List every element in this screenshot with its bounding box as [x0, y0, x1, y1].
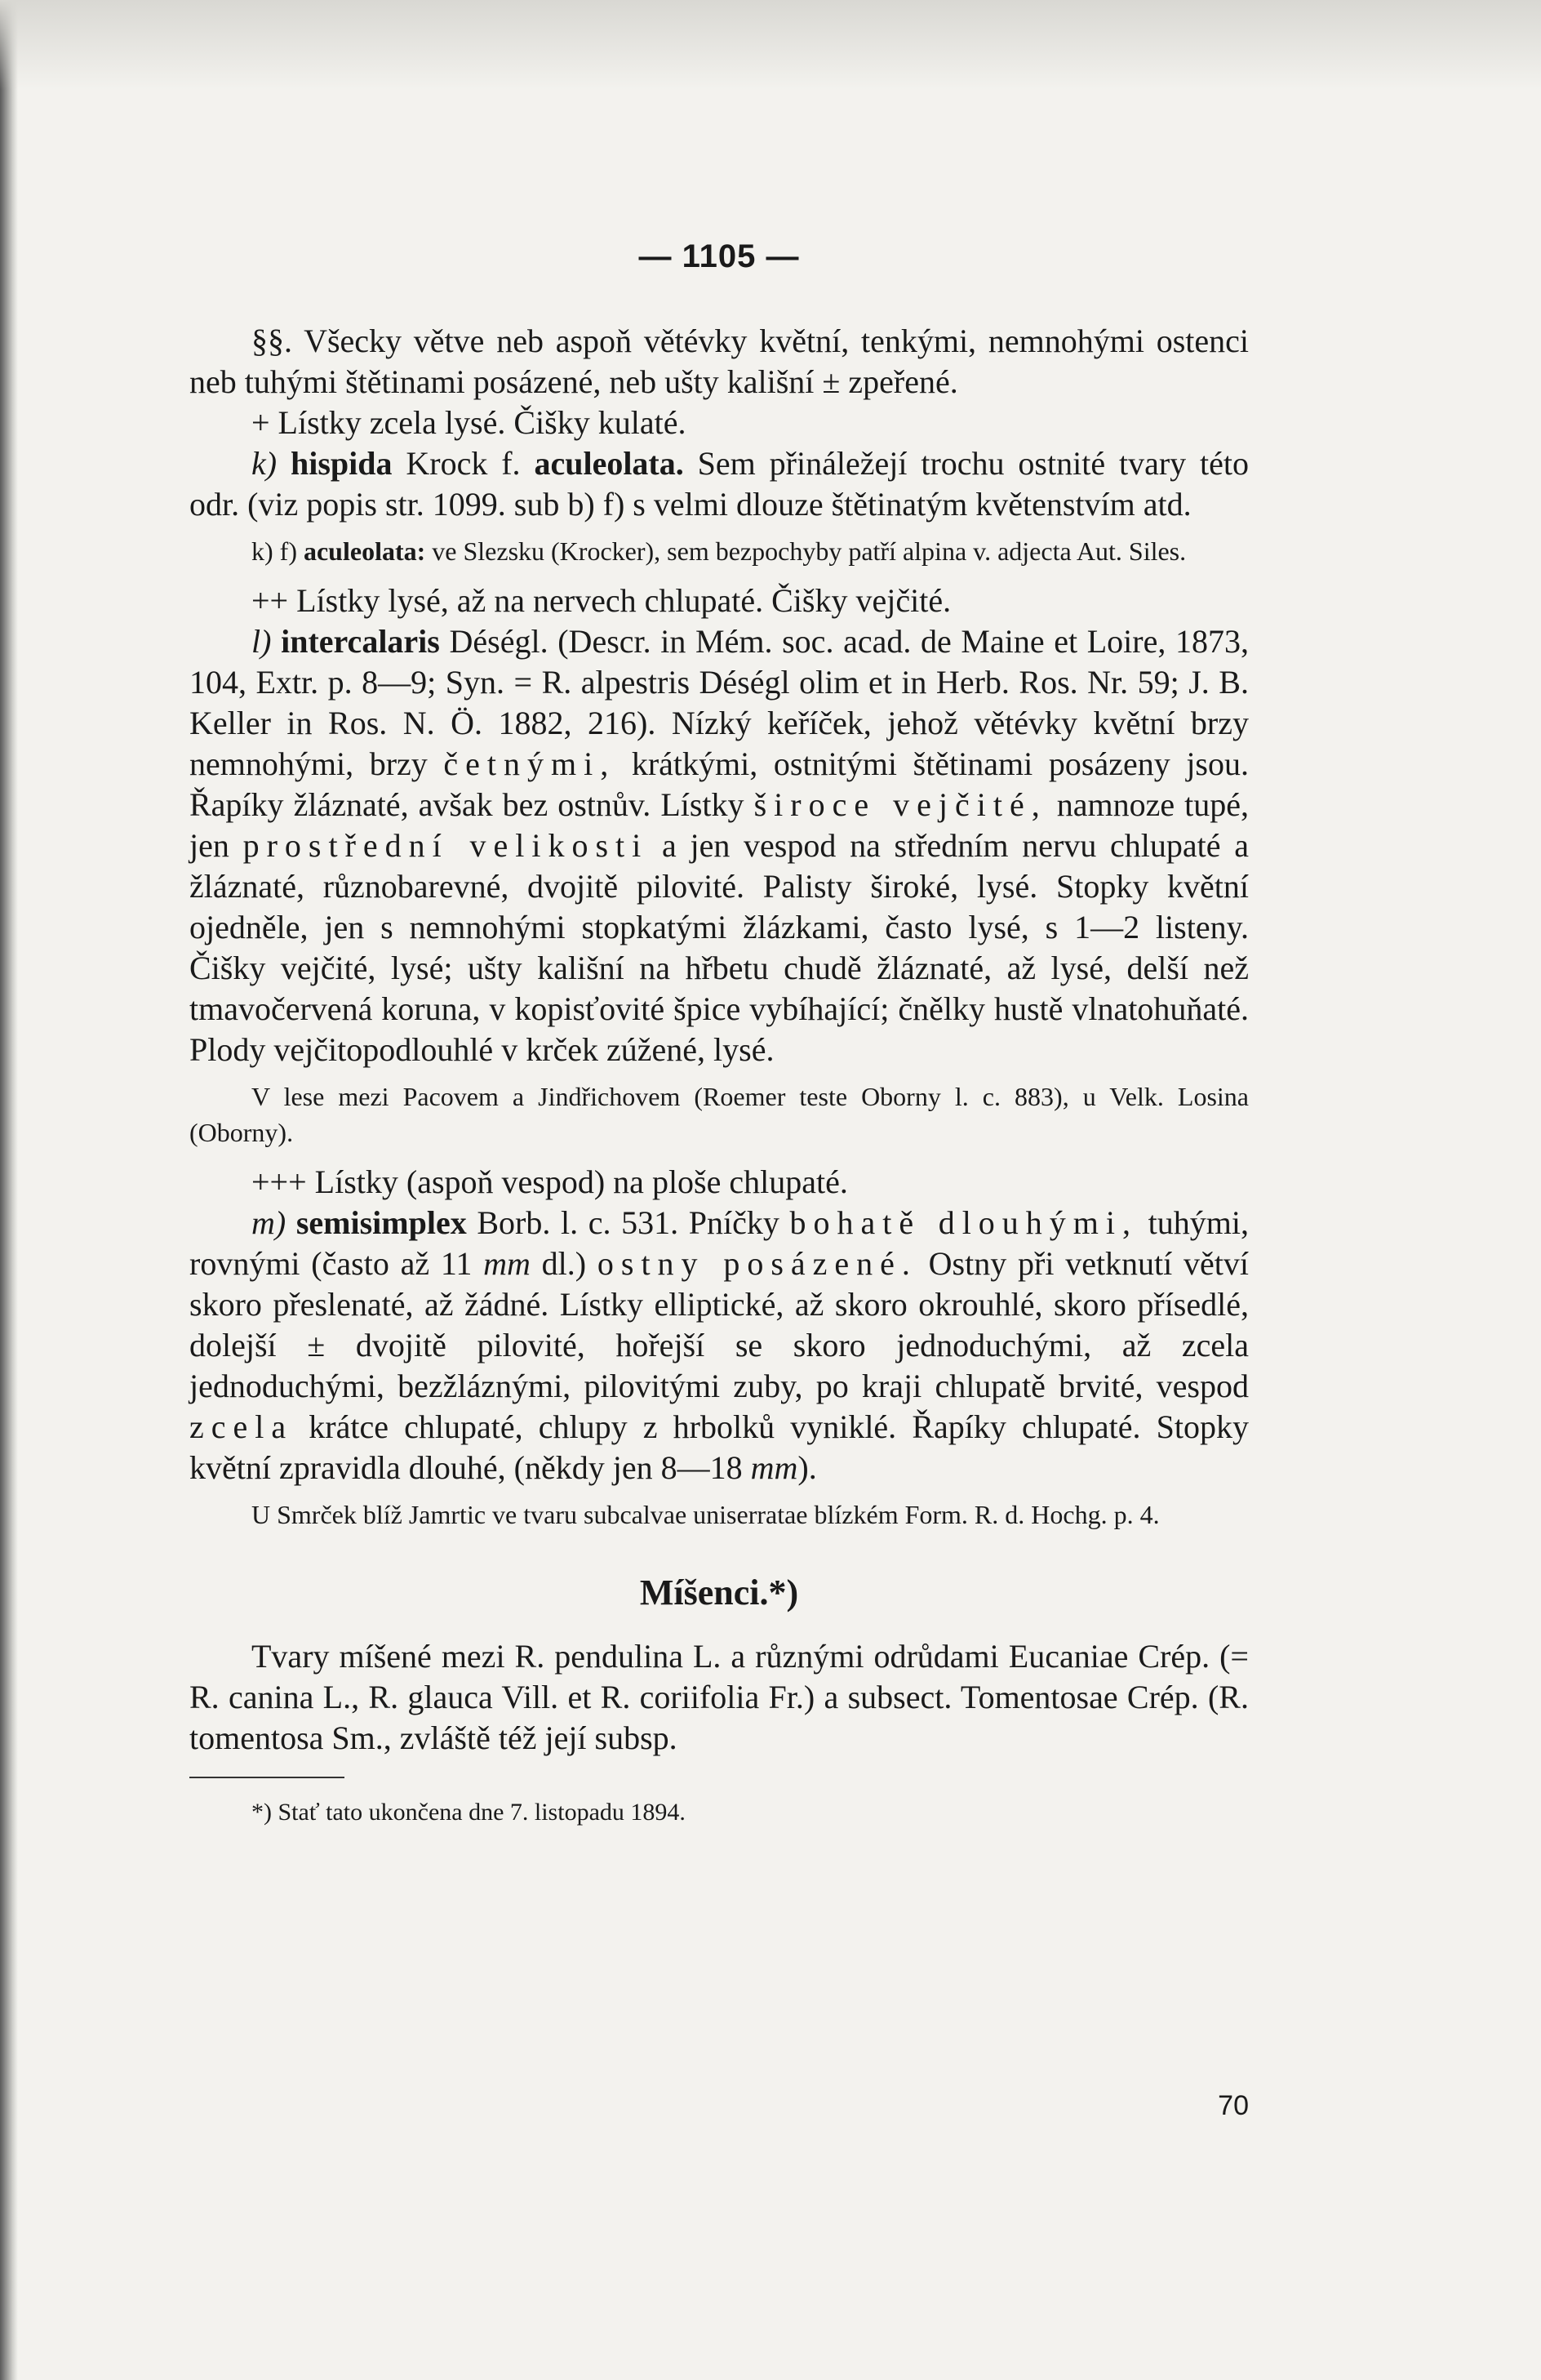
group-plus3: +++ Lístky (aspoň vespod) na ploše chlupaté.: [251, 1163, 848, 1200]
entry-m-text5: krátce chlupaté, chlupy z hrbolků vyniklé. Řapíky chlupaté. Stopky květní zpravidla dlouhé, (někdy jen 8—18: [189, 1408, 1249, 1486]
entry-l: [189, 621, 1249, 1070]
page-edge-shadow: [0, 0, 18, 2380]
group-plusplus: ++ Lístky lysé, až na nervech chlupaté. Čišky vejčité.: [251, 582, 952, 619]
entry-m-text2: tuhými, rovnými (často až 11: [189, 1204, 1250, 1282]
entry-k: [189, 443, 1249, 525]
entry-m-spaced2: ostny posázené.: [597, 1245, 917, 1282]
entry-k-rest: Krock f.: [406, 445, 521, 482]
signature-mark: 70: [1218, 2090, 1249, 2121]
footnote-divider: [189, 1777, 344, 1778]
entry-m-name: semisimplex: [295, 1204, 467, 1241]
entry-m-unit1: mm: [483, 1245, 531, 1282]
entry-k-name: hispida: [290, 445, 393, 482]
entry-l-label: l): [251, 623, 272, 660]
top-scan-shade: [0, 0, 1541, 90]
entry-k-note-label: k) f): [251, 536, 297, 566]
page-number: — 1105 —: [638, 238, 800, 274]
section-ss: [189, 321, 1249, 403]
entry-m: [189, 1203, 1249, 1488]
entry-l-spaced3: prostřední velikosti: [242, 827, 649, 864]
section-ss-prefix: §§.: [251, 323, 292, 359]
entry-l-text1: Déségl. (Descr. in Mém. soc. acad. de Maine et Loire, 1873, 104, Extr. p. 8—9; Syn. = R. alpestris Déségl olim et in Herb. Ros. Nr. 59; J. B. Keller in Ros. N. Ö. 1882, 216). Nízký keříček, jehož větévky květní brzy nemnohými, brzy: [189, 623, 1250, 782]
entry-m-spaced3: zcela: [189, 1408, 294, 1445]
entry-l-text2: krátkými, ostnitými štětinami posázeny jsou. Řapíky žláznaté, avšak bez ostnův. Lístky: [189, 745, 1249, 823]
entry-m-label: m): [251, 1204, 286, 1241]
entry-l-text4: a jen vespod na středním nervu chlupaté a žláznaté, různobarevné, dvojitě pilovité. Palisty široké, lysé. Stopky květní ojedněle, jen s nemnohými stopkatými žlázkami, často lysé, s 1—2 listeny. Čišky vejčité, lysé; ušty kališní na hřbetu chudě žláznaté, až lysé, delší než tmavočervená koruna, v kopisťovité špice vybíhající; čnělky hustě vlnatohuňaté. Plody vejčitopodlouhlé v krček zúžené, lysé.: [189, 827, 1250, 1068]
entry-k-note: [189, 533, 1249, 569]
group-plus: + Lístky zcela lysé. Čišky kulaté.: [251, 404, 686, 441]
entry-l-note: V lese mezi Pacovem a Jindřichovem (Roemer teste Oborny l. c. 883), u Velk. Losina (Oborny).: [189, 1082, 1249, 1147]
entry-m-text1: Borb. l. c. 531. Pníčky: [477, 1204, 779, 1241]
entry-m-unit2: mm: [750, 1449, 798, 1486]
entry-l-text3: namnoze tupé, jen: [189, 786, 1250, 864]
entry-m-spaced1: bohatě dlouhými,: [789, 1204, 1139, 1241]
footnote: *) Stať tato ukončena dne 7. listopadu 1894.: [251, 1799, 686, 1826]
entry-m-text4: Ostny při vetknutí větví skoro přeslenaté, až žádné. Lístky elliptické, až skoro okrouhlé, skoro přísedlé, dolejší ± dvojitě pilovité, hořejší se skoro jednoduchými, až zcela jednoduchými, bezžláznými, pilovitými zuby, po kraji chlupatě brvité, vespod: [189, 1245, 1250, 1404]
entry-l-spaced1: četnými,: [443, 745, 616, 782]
entry-k-note-name: aculeolata:: [303, 536, 426, 566]
entry-k-name2: aculeolata.: [534, 445, 684, 482]
entry-l-name: intercalaris: [281, 623, 440, 660]
entry-m-note: U Smrček blíž Jamrtic ve tvaru subcalvae uniserratae blízkém Form. R. d. Hochg. p. 4.: [251, 1500, 1160, 1529]
entry-k-label: k): [251, 445, 278, 482]
text-column: [189, 238, 1249, 1829]
section-heading: Míšenci.*): [639, 1573, 799, 1613]
entry-k-text: Sem přináležejí trochu ostnité tvary této odr. (viz popis str. 1099. sub b) f) s velmi dlouze štětinatým květenstvím atd.: [189, 445, 1250, 523]
entry-k-note-text: ve Slezsku (Krocker), sem bezpochyby patří alpina v. adjecta Aut. Siles.: [432, 536, 1187, 566]
entry-m-text3: dl.): [541, 1245, 587, 1282]
entry-l-spaced2: široce vejčité,: [753, 786, 1047, 823]
section-ss-text: Všecky větve neb aspoň větévky květní, tenkými, nemnohými ostenci neb tuhými štětinami posázené, neb ušty kališní ± zpeřené.: [189, 323, 1250, 400]
hybrids-paragraph: Tvary míšené mezi R. pendulina L. a různými odrůdami Eucaniae Crép. (= R. canina L., R. glauca Vill. et R. coriifolia Fr.) a subsect. Tomentosae Crép. (R. tomentosa Sm., zvláště též její subsp.: [189, 1638, 1249, 1756]
entry-m-text6: ).: [797, 1449, 817, 1486]
